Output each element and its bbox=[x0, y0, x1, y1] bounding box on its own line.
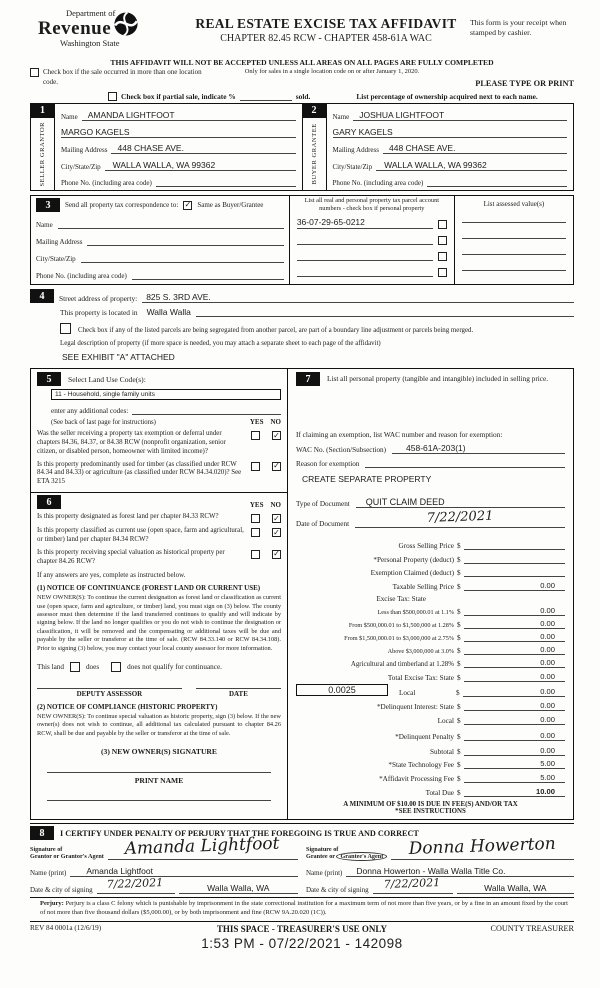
grantee-sig-label-1: Signature of bbox=[306, 845, 339, 853]
buyer-grantee-side-label: BUYER GRANTEE bbox=[310, 123, 318, 185]
delinquent-penalty-label: *Delinquent Penalty bbox=[395, 732, 454, 741]
legal-description-label: Legal description of property (if more space is needed, you may attach a separate sheet to each page of the affidavit) bbox=[60, 340, 381, 348]
reason-exemption-label: Reason for exemption bbox=[296, 460, 360, 469]
taxable-selling-price-field[interactable]: 0.00 bbox=[464, 581, 565, 591]
rev-form-number: REV 84 0001a (12/6/19) bbox=[30, 923, 102, 932]
dollar-sign: $ bbox=[456, 689, 460, 698]
tier3-label: From $1,500,000.01 to $3,000,000 at 2.75% bbox=[344, 635, 454, 643]
send-correspondence-label: Send all property tax correspondence to: bbox=[65, 201, 179, 210]
personal-property-deduct-label: *Personal Property (deduct) bbox=[373, 555, 454, 564]
legal-description-field[interactable]: SEE EXHIBIT "A" ATTACHED bbox=[62, 352, 175, 363]
assessed-values-header: List assessed value(s) bbox=[483, 200, 545, 209]
new-owner-signature-field[interactable] bbox=[47, 772, 271, 773]
total-due-label: Total Due bbox=[425, 789, 454, 798]
gross-selling-price-field[interactable] bbox=[464, 549, 565, 550]
logo-washington-state: Washington State bbox=[60, 38, 120, 48]
grantor-name-print-field[interactable]: Amanda Lightfoot bbox=[70, 866, 298, 877]
dollar-sign: $ bbox=[457, 634, 461, 643]
partial-sale-percent-field[interactable] bbox=[240, 100, 292, 101]
does-label: does bbox=[85, 662, 100, 671]
please-type-note: PLEASE TYPE OR PRINT bbox=[475, 78, 574, 88]
located-in-field[interactable]: Walla Walla bbox=[146, 307, 191, 318]
corr-name-field[interactable] bbox=[58, 228, 284, 229]
delinquent-interest-local-field[interactable]: 0.00 bbox=[464, 715, 565, 725]
same-as-buyer-checkbox[interactable]: ✓ bbox=[184, 200, 192, 210]
affidavit-processing-fee-label: *Affidavit Processing Fee bbox=[379, 775, 454, 784]
tier1-label: Less than $500,000.01 at 1.1% bbox=[377, 609, 454, 617]
type-of-document-label: Type of Document bbox=[296, 500, 350, 509]
if-any-yes-note: If any answers are yes, complete as instructed below. bbox=[37, 571, 186, 580]
buyer-name-label: Name bbox=[332, 113, 350, 122]
segregated-label: Check box if any of the listed parcels are being segregated from another parcel, are part of a boundary line adjustment or parcels being merged. bbox=[78, 327, 474, 335]
corr-phone-field[interactable] bbox=[132, 279, 284, 280]
page-subtitle: CHAPTER 82.45 RCW - CHAPTER 458-61A WAC bbox=[220, 33, 432, 44]
buyer-mailing-label: Mailing Address bbox=[332, 146, 379, 155]
no-header-5: NO bbox=[270, 418, 281, 427]
total-due-field[interactable]: 10.00 bbox=[464, 787, 565, 797]
grantee-city-field[interactable]: Walla Walla, WA bbox=[457, 883, 574, 894]
seller-phone-label: Phone No. (including area code) bbox=[61, 179, 152, 188]
corr-phone-label: Phone No. (including area code) bbox=[36, 272, 127, 281]
segregated-checkbox[interactable] bbox=[60, 323, 71, 334]
treasurer-stamp: 1:53 PM - 07/22/2021 - 142098 bbox=[201, 935, 403, 951]
receipt-note: This form is your receipt when stamped by cashier. bbox=[470, 18, 567, 37]
section-5-badge: 5 bbox=[37, 372, 61, 386]
buyer-mailing-field[interactable]: 448 CHASE AVE. bbox=[383, 143, 567, 154]
this-land-label: This land bbox=[37, 662, 64, 671]
assessed-value-field-4[interactable] bbox=[462, 270, 566, 271]
land-use-section bbox=[30, 368, 288, 820]
wac-no-field[interactable]: 458-61A-203(1) bbox=[392, 443, 565, 454]
personal-property-checkbox-1[interactable] bbox=[438, 220, 447, 229]
buyer-grantee-box bbox=[303, 104, 574, 191]
notice-compliance-title: (2) NOTICE OF COMPLIANCE (HISTORIC PROPERTY) bbox=[37, 702, 218, 711]
tier4-field[interactable]: 0.00 bbox=[464, 645, 565, 655]
see-instructions-note: *SEE INSTRUCTIONS bbox=[395, 808, 466, 816]
parcel-numbers-header: List all real and personal property tax parcel account numbers - check box if personal property bbox=[304, 197, 440, 213]
seller-grantor-side-label: SELLER GRANTOR bbox=[39, 121, 46, 187]
delinquent-interest-state-field[interactable]: 0.00 bbox=[464, 701, 565, 711]
corr-city-field[interactable] bbox=[81, 262, 284, 263]
tier3-field[interactable]: 0.00 bbox=[464, 632, 565, 642]
taxable-selling-price-label: Taxable Selling Price bbox=[392, 583, 454, 592]
personal-property-checkbox-4[interactable] bbox=[438, 268, 447, 277]
multi-location-checkbox[interactable] bbox=[30, 68, 39, 77]
ownership-note: List percentage of ownership acquired next to each name. bbox=[356, 91, 538, 101]
dollar-sign: $ bbox=[457, 569, 461, 578]
land-does-checkbox[interactable] bbox=[70, 662, 80, 672]
buyer-phone-field[interactable] bbox=[427, 186, 567, 187]
section-6-badge: 6 bbox=[37, 495, 61, 509]
q-currentuse-yes-checkbox[interactable] bbox=[251, 528, 260, 537]
seller-phone-field[interactable] bbox=[156, 186, 296, 187]
corr-name-label: Name bbox=[36, 221, 53, 230]
logo-department-of: Department of bbox=[66, 8, 116, 18]
additional-codes-label: enter any additional codes: bbox=[51, 407, 129, 416]
personal-property-section bbox=[288, 368, 574, 820]
date-of-document-field[interactable]: 7/22/2021 bbox=[426, 508, 494, 527]
buyer-name-field[interactable]: JOSHUA LIGHTFOOT bbox=[353, 110, 567, 121]
state-technology-fee-field[interactable]: 5.00 bbox=[464, 759, 565, 769]
agricultural-timberland-field[interactable]: 0.00 bbox=[464, 658, 565, 668]
section-8-badge: 8 bbox=[30, 826, 54, 840]
question-historical: Is this property receiving special valuation as historical property per chapter 84.26 RCW? bbox=[37, 548, 225, 565]
assessed-value-field-2[interactable] bbox=[462, 238, 566, 239]
street-address-label: Street address of property: bbox=[59, 294, 138, 304]
land-does-not-checkbox[interactable] bbox=[111, 662, 121, 672]
perjury-bold: Perjury: bbox=[40, 900, 64, 908]
parcel-number-field-3[interactable] bbox=[297, 260, 433, 261]
dollar-sign: $ bbox=[457, 647, 461, 656]
q-exemption-yes-checkbox[interactable] bbox=[251, 431, 260, 440]
dollar-sign: $ bbox=[457, 608, 461, 617]
question-forest-land: Is this property designated as forest land per chapter 84.33 RCW? bbox=[37, 513, 219, 521]
grantor-date-field[interactable]: 7/22/2021 bbox=[106, 876, 164, 892]
tier2-label: From $500,000.01 to $1,500,000 at 1.28% bbox=[348, 622, 454, 630]
grantor-signing-block bbox=[30, 833, 298, 895]
buyer-city-field[interactable]: WALLA WALLA, WA 99362 bbox=[376, 160, 567, 171]
additional-codes-field[interactable] bbox=[132, 414, 281, 415]
notice-compliance-body: NEW OWNER(S): To continue special valuation as historic property, sign (3) below. If the new owner(s) does not wish to continue, all additional tax calculated pursuant to chapter 84.26 RCW, shall be due and payable by the seller or transferor at the time of sale. bbox=[37, 712, 281, 737]
seller-name-field[interactable]: AMANDA LIGHTFOOT bbox=[82, 110, 296, 121]
grantee-sig-label-2b: Grantee's Agent bbox=[336, 852, 387, 861]
tier4-label: Above $3,000,000 at 3.0% bbox=[387, 648, 454, 656]
dollar-sign: $ bbox=[457, 702, 461, 711]
seller-name-label: Name bbox=[61, 113, 78, 122]
dollar-sign: $ bbox=[457, 674, 461, 683]
gross-selling-price-label: Gross Selling Price bbox=[398, 541, 454, 550]
seller-mailing-label: Mailing Address bbox=[61, 146, 108, 155]
agricultural-timberland-label: Agricultural and timberland at 1.28% bbox=[350, 661, 454, 669]
partial-sale-label: Check box if partial sale, indicate % bbox=[121, 91, 236, 101]
certification-section bbox=[30, 823, 574, 894]
exemption-claimed-label: Exemption Claimed (deduct) bbox=[370, 569, 454, 578]
state-technology-fee-label: *State Technology Fee bbox=[388, 761, 454, 770]
section-4-badge: 4 bbox=[30, 289, 54, 303]
grantee-name-print-label: Name (print) bbox=[306, 869, 343, 878]
multi-location-label: Check box if the sale occurred in more than one location code. bbox=[43, 68, 202, 86]
yes-header-6: YES bbox=[249, 501, 264, 510]
form-header bbox=[30, 6, 574, 56]
delinquent-interest-state-label: *Delinquent Interest: State bbox=[376, 702, 454, 711]
county-treasurer-label: COUNTY TREASURER bbox=[490, 923, 574, 933]
grantor-name-print-label: Name (print) bbox=[30, 869, 67, 878]
buyer-city-label: City/State/Zip bbox=[332, 162, 373, 171]
notice-continuance-title: (1) NOTICE OF CONTINUANCE (FOREST LAND OR CURRENT USE) bbox=[37, 584, 261, 593]
corr-mailing-label: Mailing Address bbox=[36, 238, 83, 247]
grantee-signature[interactable]: Donna Howerton bbox=[408, 833, 557, 860]
land-use-label: Select Land Use Code(s): bbox=[68, 374, 146, 384]
same-as-buyer-label: Same as Buyer/Grantee bbox=[197, 201, 264, 210]
certify-statement: I CERTIFY UNDER PENALTY OF PERJURY THAT THE FOREGOING IS TRUE AND CORRECT bbox=[60, 828, 419, 838]
only-for-note: Only for sales in a single location code on or after January 1, 2020. bbox=[244, 68, 420, 75]
property-address-section bbox=[30, 289, 574, 362]
delinquent-penalty-field[interactable]: 0.00 bbox=[464, 731, 565, 741]
grantor-signature[interactable]: Amanda Lightfoot bbox=[124, 833, 281, 860]
date-of-document-label: Date of Document bbox=[296, 520, 350, 529]
personal-property-deduct-field[interactable] bbox=[464, 563, 565, 564]
total-excise-state-label: Total Excise Tax: State bbox=[387, 674, 454, 683]
q-historical-yes-checkbox[interactable] bbox=[251, 550, 260, 559]
personal-property-blank-area[interactable] bbox=[296, 386, 565, 430]
personal-property-checkbox-2[interactable] bbox=[438, 236, 447, 245]
q-forest-no-checkbox[interactable]: ✓ bbox=[273, 513, 280, 523]
dollar-sign: $ bbox=[457, 583, 461, 592]
dollar-sign: $ bbox=[457, 621, 461, 630]
partial-sale-checkbox[interactable] bbox=[108, 92, 117, 101]
buyer-phone-label: Phone No. (including area code) bbox=[332, 179, 424, 188]
grantee-date-field[interactable]: 7/22/2021 bbox=[383, 876, 441, 892]
treasurer-space-label: THIS SPACE - TREASURER'S USE ONLY bbox=[216, 923, 388, 934]
print-name-label: PRINT NAME bbox=[134, 775, 184, 785]
q-historical-no-checkbox[interactable]: ✓ bbox=[273, 549, 280, 559]
question-timber-agriculture: Is this property predominantly used for timber (as classified under RCW 84.34 and 84.33) or agriculture (as classified under RCW 84.34.020)? See ETA 3215 bbox=[37, 460, 242, 486]
affidavit-processing-fee-field[interactable]: 5.00 bbox=[464, 773, 565, 783]
type-of-document-field[interactable]: QUIT CLAIM DEED bbox=[356, 497, 565, 508]
dollar-sign: $ bbox=[457, 761, 461, 770]
seller-city-field[interactable]: WALLA WALLA, WA 99362 bbox=[105, 160, 296, 171]
grantor-city-field[interactable]: Walla Walla, WA bbox=[179, 883, 298, 894]
dollar-sign: $ bbox=[457, 541, 461, 550]
reason-exemption-value[interactable]: CREATE SEPARATE PROPERTY bbox=[302, 474, 432, 485]
dor-logo bbox=[38, 8, 198, 48]
seller-city-label: City/State/Zip bbox=[61, 162, 101, 171]
no-header-6: NO bbox=[270, 501, 281, 510]
located-in-label: This property is located in bbox=[60, 308, 138, 318]
see-back-note: (See back of last page for instructions) bbox=[51, 419, 156, 427]
street-address-field[interactable]: 825 S. 3RD AVE. bbox=[142, 292, 574, 303]
parcel-number-field-4[interactable] bbox=[297, 276, 433, 277]
q-timber-no-checkbox[interactable]: ✓ bbox=[273, 461, 280, 471]
question-exemption-deferral: Was the seller receiving a property tax exemption or deferral under chapters 84.36, 84.37, or 84.38 RCW (nonprofit organization, senior citizen, or disabled person, homeowner with limited income)? bbox=[37, 430, 226, 455]
dollar-sign: $ bbox=[457, 747, 461, 756]
total-excise-state-field[interactable]: 0.00 bbox=[464, 672, 565, 682]
question-current-use: Is this property classified as current use (open space, farm and agricultural, or timber) land per chapter 84.34 RCW? bbox=[37, 527, 244, 543]
personal-property-label: List all personal property (tangible and intangible) included in selling price. bbox=[327, 374, 549, 384]
excise-tax-state-header: Excise Tax: State bbox=[376, 595, 426, 604]
subtotal-field[interactable]: 0.00 bbox=[464, 746, 565, 756]
section-1-badge: 1 bbox=[31, 104, 55, 118]
land-use-code-field[interactable]: 11 - Household, single family units bbox=[51, 389, 281, 400]
grantee-date-city-label: Date & city of signing bbox=[306, 886, 369, 895]
grantee-signing-block bbox=[298, 833, 574, 895]
tier2-field[interactable]: 0.00 bbox=[464, 619, 565, 629]
subtotal-label: Subtotal bbox=[430, 747, 454, 756]
print-name-field[interactable] bbox=[47, 800, 271, 801]
local-tax-field[interactable]: 0.00 bbox=[463, 687, 565, 697]
dollar-sign: $ bbox=[457, 555, 461, 564]
new-owner-signature-label: (3) NEW OWNER(S) SIGNATURE bbox=[101, 746, 217, 756]
located-in-rule bbox=[196, 316, 574, 317]
assessed-value-field-1[interactable] bbox=[462, 222, 566, 223]
buyer-name2-field[interactable]: GARY KAGELS bbox=[333, 127, 568, 138]
dollar-sign: $ bbox=[457, 732, 461, 741]
corr-mailing-field[interactable] bbox=[87, 245, 283, 246]
form-footer bbox=[30, 921, 574, 934]
yes-header-5: YES bbox=[249, 418, 264, 427]
grantor-date-city-label: Date & city of signing bbox=[30, 886, 93, 895]
parties-section bbox=[30, 103, 574, 192]
exemption-claimed-field[interactable] bbox=[464, 576, 565, 577]
grantor-sig-label-1: Signature of bbox=[30, 845, 63, 853]
tier1-field[interactable]: 0.00 bbox=[464, 606, 565, 616]
q-timber-yes-checkbox[interactable] bbox=[251, 462, 260, 471]
personal-property-checkbox-3[interactable] bbox=[438, 252, 447, 261]
delinquent-interest-local-label: Local bbox=[437, 716, 454, 725]
local-tax-label: Local bbox=[399, 689, 416, 698]
deputy-assessor-label: DEPUTY ASSESSOR bbox=[76, 689, 143, 698]
q-forest-yes-checkbox[interactable] bbox=[251, 514, 260, 523]
does-not-label: does not qualify for continuance. bbox=[127, 662, 222, 671]
q-exemption-no-checkbox[interactable]: ✓ bbox=[273, 430, 280, 440]
parcel-number-field-2[interactable] bbox=[297, 244, 433, 245]
seller-name2-field[interactable]: MARGO KAGELS bbox=[61, 127, 296, 138]
notice-continuance-body: NEW OWNER(S): To continue the current designation as forest land or classification as current use (open space, farm and agriculture, or timber) land, you must sign on (3) below. The county assessor must then determine if the land transferred continues to qualify and will indicate by signing below. If the land no longer qualifies or you do not wish to continue the designation or classification, it will be removed and the compensating or additional taxes will be due and payable by the seller or transferor at the time of sale. (RCW 84.33.140 or RCW 84.34.108). Prior to signing (3) below, you may contact your local county assessor for more information. bbox=[37, 594, 281, 652]
q-currentuse-no-checkbox[interactable]: ✓ bbox=[273, 527, 280, 537]
local-rate-box[interactable]: 0.0025 bbox=[296, 684, 388, 696]
minimum-due-note: A MINIMUM OF $10.00 IS DUE IN FEE(S) AND/OR TAX bbox=[343, 801, 518, 809]
seller-mailing-field[interactable]: 448 CHASE AVE. bbox=[111, 143, 295, 154]
claiming-exemption-label: If claiming an exemption, list WAC number and reason for exemption: bbox=[296, 430, 503, 440]
acceptance-notice: THIS AFFIDAVIT WILL NOT BE ACCEPTED UNLESS ALL AREAS ON ALL PAGES ARE FULLY COMPLETED bbox=[110, 58, 494, 67]
page-title: REAL ESTATE EXCISE TAX AFFIDAVIT bbox=[195, 16, 457, 31]
perjury-notice bbox=[30, 897, 574, 920]
dollar-sign: $ bbox=[457, 789, 461, 798]
dollar-sign: $ bbox=[457, 660, 461, 669]
logo-revenue: Revenue bbox=[38, 18, 112, 39]
section-2-badge: 2 bbox=[302, 104, 326, 118]
dor-swirl-icon bbox=[113, 11, 139, 37]
seller-grantor-box bbox=[31, 104, 303, 191]
perjury-text: Perjury is a class C felony which is punishable by imprisonment in the state correctional institution for a maximum term of not more than five years, or by a fine in an amount fixed by the court of not more than five thousand dollars ($5,000.00), or by both imprisonment and fine (RCW 9A.20.020 (1C)). bbox=[40, 900, 568, 916]
sold-label: sold. bbox=[295, 91, 311, 101]
dollar-sign: $ bbox=[457, 775, 461, 784]
grantor-sig-label-2: Grantor or Grantor's Agent bbox=[30, 852, 104, 860]
grantee-sig-label-2a: Grantee or bbox=[306, 852, 335, 860]
parcel-number-field[interactable]: 36-07-29-65-0212 bbox=[297, 217, 433, 229]
reason-exemption-field[interactable] bbox=[365, 467, 565, 468]
wac-no-label: WAC No. (Section/Subsection) bbox=[296, 446, 387, 455]
section-3-badge: 3 bbox=[36, 198, 60, 212]
section-7-badge: 7 bbox=[296, 372, 320, 386]
deputy-date-label: DATE bbox=[228, 689, 248, 698]
dollar-sign: $ bbox=[457, 716, 461, 725]
grantee-name-print-field[interactable]: Donna Howerton - Walla Walla Title Co. bbox=[346, 866, 574, 877]
corr-city-label: City/State/Zip bbox=[36, 255, 76, 264]
assessed-value-field-3[interactable] bbox=[462, 254, 566, 255]
tax-correspondence-section bbox=[30, 195, 574, 285]
forest-land-section bbox=[31, 492, 287, 801]
